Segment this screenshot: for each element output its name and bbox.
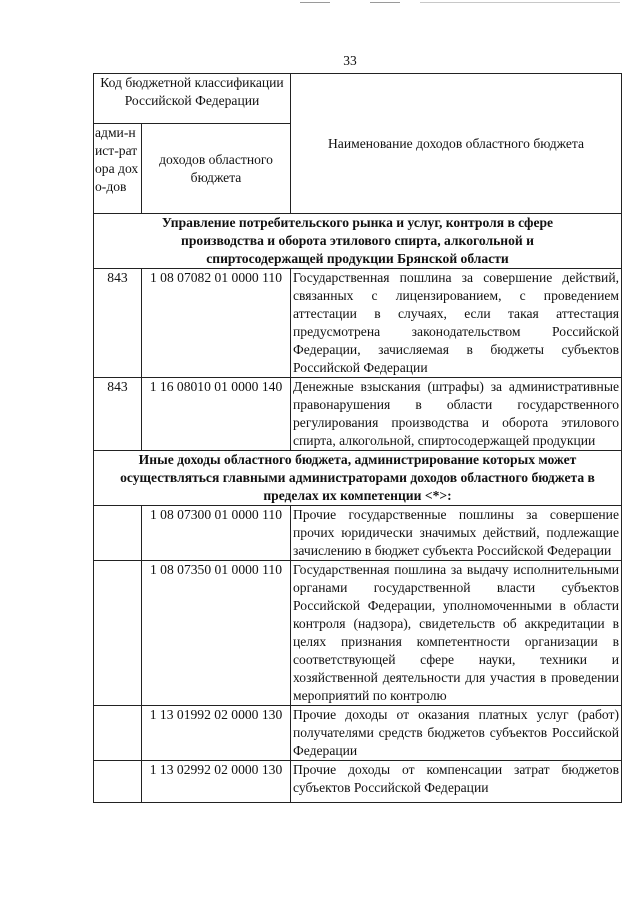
budget-code: 1 13 01992 02 0000 130 [142,706,291,761]
income-column-header: доходов областного бюджета [142,124,291,214]
income-name: Прочие доходы от оказания платных услуг (работ) получателями средств бюджетов субъектов Российской Федерации [291,706,622,761]
income-name: Прочие государственные пошлины за совершение прочих юридически значимых действий, подлежащие зачислению в бюджет субъекта Российской Федерации [291,506,622,561]
section-row [94,451,622,506]
code-group-header: Код бюджетной классификации Российской Федерации [94,74,291,124]
scan-artifact [300,0,630,8]
name-column-header: Наименование доходов областного бюджета [291,74,622,214]
section-title: Управление потребительского рынка и услуг, контроля в сфере производства и оборота этилового спирта, алкогольной и спиртосодержащей продукции Брянской области [94,214,622,269]
admin-code [94,561,142,706]
budget-code: 1 16 08010 01 0000 140 [142,378,291,451]
admin-code: 843 [94,378,142,451]
section-title-line: пределах их компетенции <*>: [263,488,452,503]
admin-column-header: адми-нист-ратора дохо-дов [94,124,142,214]
admin-code [94,706,142,761]
table-row [94,706,622,761]
section-row [94,214,622,269]
income-name: Денежные взыскания (штрафы) за административные правонарушения в области государственного регулирования производства и оборота этилового спирта, алкогольной, спиртосодержащей продукции [291,378,622,451]
table-row [94,761,622,803]
section-title-line: Иные доходы областного бюджета, администрирование которых может [138,452,577,467]
admin-code: 843 [94,269,142,378]
table-row [94,378,622,451]
income-name: Прочие доходы от компенсации затрат бюджетов субъектов Российской Федерации [291,761,622,803]
budget-income-table [93,73,622,803]
admin-code [94,506,142,561]
income-name: Государственная пошлина за выдачу исполнительными органами государственной власти субъектов Российской Федерации, уполномоченными в области контроля (надзора), свидетельств об аккредитации в целях признания компетентности организации в соответствующей сфере науки, техники и хозяйственной деятельности для участия в проведении мероприятий по контролю [291,561,622,706]
budget-code: 1 08 07350 01 0000 110 [142,561,291,706]
income-name: Государственная пошлина за совершение действий, связанных с лицензированием, с проведением аттестации в случаях, если такая аттестация предусмотрена законодательством Российской Федерации, зачисляемая в бюджеты субъектов Российской Федерации [291,269,622,378]
budget-code: 1 08 07082 01 0000 110 [142,269,291,378]
table-row [94,506,622,561]
budget-code: 1 13 02992 02 0000 130 [142,761,291,803]
section-title [94,451,622,506]
header-row [94,74,622,124]
budget-code: 1 08 07300 01 0000 110 [142,506,291,561]
table-row [94,269,622,378]
table-row [94,561,622,706]
admin-code [94,761,142,803]
page-number: 33 [343,53,357,68]
section-title-line: осуществляться главными администраторами доходов областного бюджета в [120,470,595,485]
